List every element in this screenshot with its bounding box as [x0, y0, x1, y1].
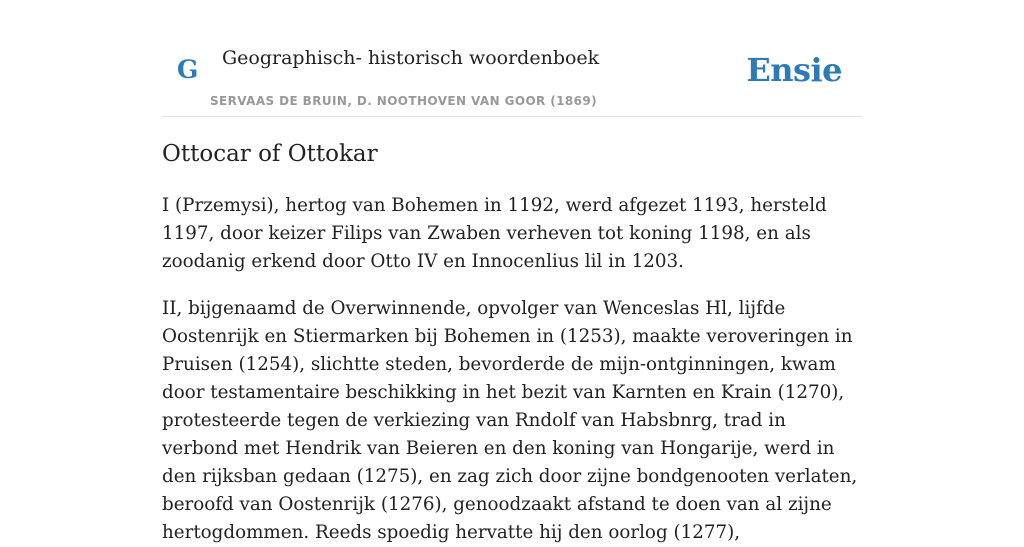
page-header — [162, 0, 862, 117]
entry-content — [162, 136, 862, 547]
book-title-link[interactable]: Geographisch- historisch woordenboek — [222, 47, 600, 69]
entry-paragraph-2: II, bijgenaamd de Overwinnende, opvolger van Wenceslas Hl, lijfde Oostenrijk en Stiermarken bij Bohemen in (1253), maakte veroveringen in Pruisen (1254), slichtte steden, bevorderde de mijn-ontginningen, kwam door testamentaire beschikking in het bezit van Karnten en Krain (1270), protesteerde tegen de verkiezing van Rndolf van Habsbnrg, trad in verbond met Hendrik van Beieren en den koning van Hongarije, werd in den rijksban gedaan (1275), en zag zich door zijne bondgenooten verlaten, beroofd van Oostenrijk (1276), genoodzaakt afstand te doen van al zijne hertogdommen. Reeds spoedig hervatte hij den oorlog (1277), — [162, 298, 858, 543]
brand-logo[interactable]: Ensie — [746, 51, 842, 89]
entry-title: Ottocar of Ottokar — [162, 141, 378, 167]
entry-paragraph-1: I (Przemysi), hertog van Bohemen in 1192, werd afgezet 1193, hersteld 1197, door keizer Filips van Zwaben verheven tot koning 1198, en als zoodanig erkend door Otto IV en Innocenlius lil in 1203. — [162, 195, 827, 272]
letter-index-icon[interactable]: G — [177, 55, 199, 84]
book-author: SERVAAS DE BRUIN, D. NOOTHOVEN VAN GOOR (1869) — [210, 94, 598, 108]
